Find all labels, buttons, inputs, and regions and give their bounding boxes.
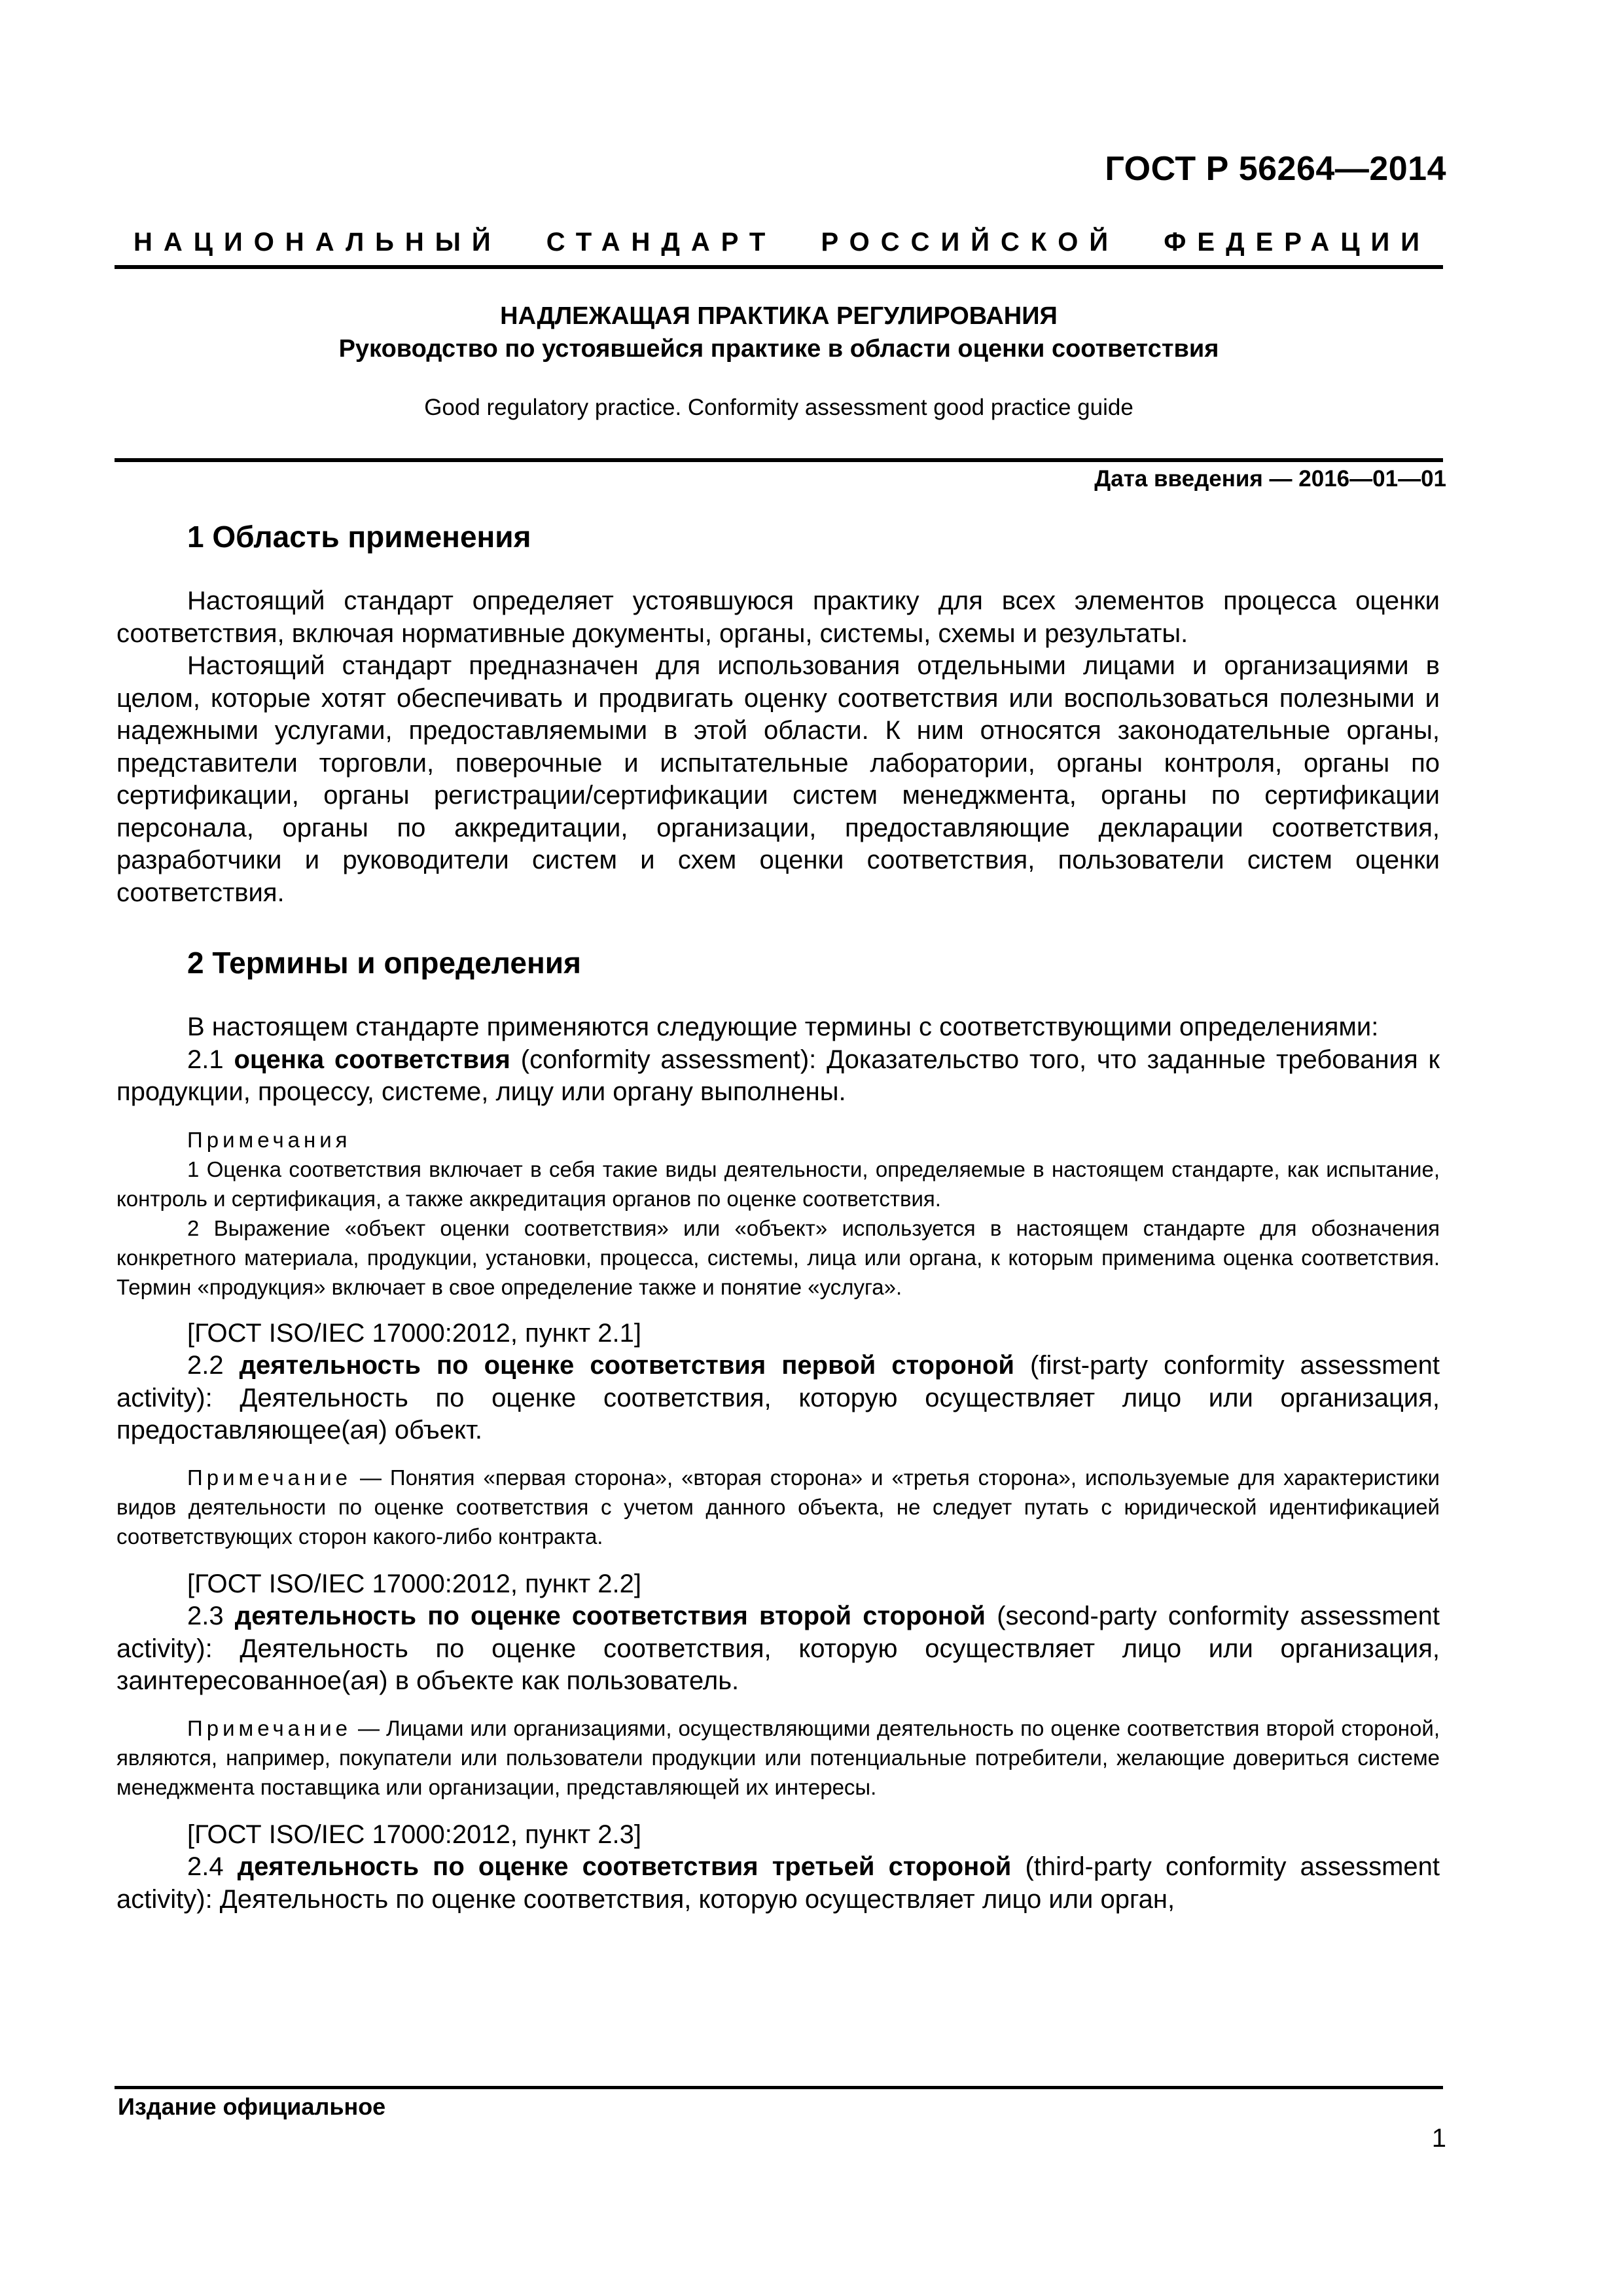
term-2-4-number: 2.4 — [187, 1852, 238, 1881]
term-2-4 — [116, 1851, 1440, 1916]
document-body — [116, 517, 1440, 1916]
title-divider — [115, 458, 1443, 462]
national-standard-banner: НАЦИОНАЛЬНЫЙ СТАНДАРТ РОССИЙСКОЙ ФЕДЕРАЦИИ — [133, 228, 1431, 257]
note-2-2-label: Примечание — [187, 1465, 352, 1490]
term-2-4-name: деятельность по оценке соответствия третьей стороной — [237, 1852, 1012, 1881]
note-2-3 — [116, 1713, 1440, 1802]
note-2-3-label: Примечание — [187, 1715, 352, 1740]
term-2-4-definition: (third-party conformity assessment activity): Деятельность по оценке соответствия, которую осуществляет лицо или орган, — [116, 1852, 1440, 1914]
page-number: 1 — [1431, 2124, 1446, 2153]
term-2-2-number: 2.2 — [187, 1351, 240, 1380]
note-2-1-2: 2 Выражение «объект оценки соответствия» или «объект» используется в настоящем стандарте для обозначения конкретного материала, продукции, установки, процесса, системы, лица или органа, к которым применима оценка соответствия. Термин «продукция» включает в свое определение также и понятие «услуга». — [116, 1215, 1440, 1299]
term-2-1-number: 2.1 — [187, 1045, 234, 1074]
header-divider — [115, 265, 1443, 269]
note-2-3-text: — Лицами или организациями, осуществляющими деятельность по оценке соответствия второй стороной, являются, например, покупатели или пользователи продукции или потенциальные потребители, желающие довериться системе менеджмента поставщика или организации, представляющей их интересы. — [116, 1715, 1440, 1799]
document-number: ГОСТ Р 56264—2014 — [1105, 150, 1446, 188]
section-2-heading: 2 Термины и определения — [187, 946, 581, 980]
note-2-1-1: 1 Оценка соответствия включает в себя такие виды деятельности, определяемые в настоящем стандарте, как испытание, контроль и сертификация, а также аккредитация органов по оценке соответствия. — [116, 1157, 1440, 1211]
document-subtitle: Руководство по устоявшейся практике в области оценки соответствия — [338, 335, 1219, 363]
title-block — [115, 300, 1443, 424]
term-2-3-number: 2.3 — [187, 1602, 235, 1630]
section-2-intro: В настоящем стандарте применяются следующие термины с соответствующими определениями: — [187, 1013, 1379, 1041]
english-title: Good regulatory practice. Conformity assessment good practice guide — [424, 395, 1133, 420]
term-2-2 — [116, 1350, 1440, 1447]
term-2-2-name: деятельность по оценке соответствия первой стороной — [239, 1351, 1015, 1380]
section-1-paragraph-1: Настоящий стандарт определяет устоявшуюся практику для всех элементов процесса оценки соответствия, включая нормативные документы, органы, системы, схемы и результаты. — [116, 586, 1440, 648]
note-2-2 — [116, 1463, 1440, 1551]
term-2-1-name: оценка соответствия — [234, 1045, 510, 1074]
document-title: НАДЛЕЖАЩАЯ ПРАКТИКА РЕГУЛИРОВАНИЯ — [500, 302, 1058, 330]
section-1-paragraph-2: Настоящий стандарт предназначен для использования отдельными лицами и организациями в целом, которые хотят обеспечивать и продвигать оценку соответствия или воспользоваться полезными и надежными услугами, предоставляемыми в этой области. К ним относятся законодательные органы, представители торговли, поверочные и испытательные лаборатории, органы контроля, органы по сертификации, органы регистрации/сертификации систем менеджмента, органы по сертификации персонала, органы по аккредитации, организации, предоставляющие декларации соответствия, разработчики и руководители систем и схем оценки соответствия, пользователи систем оценки соответствия. — [116, 651, 1440, 907]
reference-2-2: [ГОСТ ISO/IEC 17000:2012, пункт 2.2] — [187, 1569, 641, 1598]
term-2-2-definition: (first-party conformity assessment activity): Деятельность по оценке соответствия, которую осуществляет лицо или организация, предоставляющее(ая) объект. — [116, 1351, 1440, 1444]
reference-2-3: [ГОСТ ISO/IEC 17000:2012, пункт 2.3] — [187, 1820, 641, 1849]
term-2-3-definition: (second-party conformity assessment activity): Деятельность по оценке соответствия, которую осуществляет лицо или организация, заинтересованное(ая) в объекте как пользователь. — [116, 1602, 1440, 1695]
introduction-date: Дата введения — 2016—01—01 — [1094, 466, 1446, 492]
reference-2-1: [ГОСТ ISO/IEC 17000:2012, пункт 2.1] — [187, 1318, 641, 1348]
official-edition-label: Издание официальное — [118, 2093, 386, 2120]
term-2-1 — [116, 1044, 1440, 1109]
section-1-heading: 1 Область применения — [187, 520, 531, 554]
term-2-3 — [116, 1600, 1440, 1698]
note-2-2-text: — Понятия «первая сторона», «вторая сторона» и «третья сторона», используемые для характеристики видов деятельности по оценке соответствия с учетом данного объекта, не следует путать с юридической идентификацией соответствующих сторон какого-либо контракта. — [116, 1465, 1440, 1549]
notes-2-1-title: Примечания — [187, 1127, 351, 1152]
term-2-3-name: деятельность по оценке соответствия второй стороной — [234, 1602, 986, 1630]
term-2-1-definition: (conformity assessment): Доказательство того, что заданные требования к продукции, процессу, системе, лицу или органу выполнены. — [116, 1045, 1440, 1106]
footer-divider — [115, 2086, 1443, 2089]
